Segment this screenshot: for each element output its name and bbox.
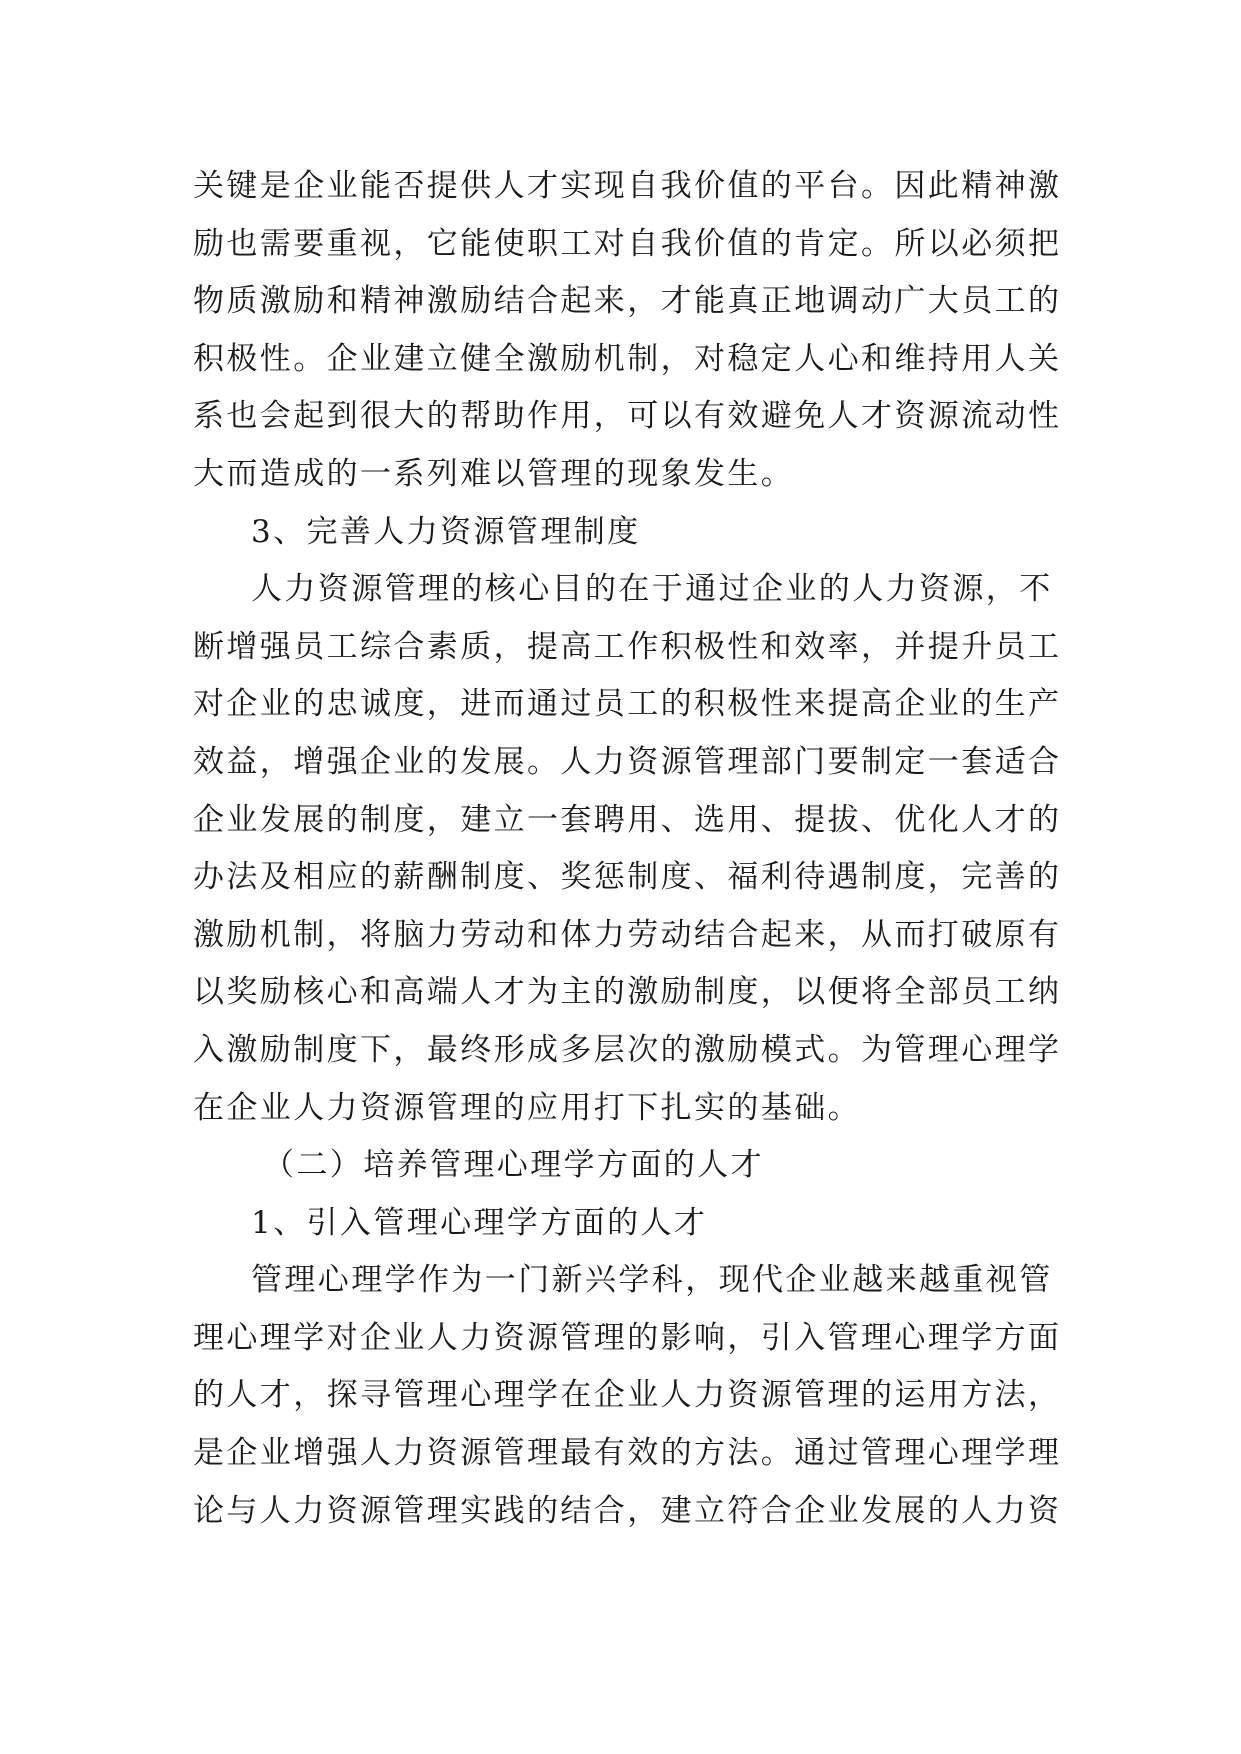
- body-text: [193, 158, 1062, 1540]
- text-line: 断增强员工综合素质，提高工作积极性和效率，并提升员工: [193, 628, 1062, 665]
- paragraph-start-line: 管理心理学作为一门新兴学科，现代企业越来越重视管: [251, 1262, 1053, 1299]
- text-line: 论与人力资源管理实践的结合，建立符合企业发展的人力资: [193, 1492, 1062, 1529]
- text-line: 在企业人力资源管理的应用打下扎实的基础。: [193, 1089, 861, 1126]
- text-line: 的人才，探寻管理心理学在企业人力资源管理的运用方法，: [193, 1377, 1062, 1414]
- subsection-heading: 1、引入管理心理学方面的人才: [251, 1204, 708, 1241]
- text-line: 效益，增强企业的发展。人力资源管理部门要制定一套适合: [193, 743, 1062, 780]
- text-line: 物质激励和精神激励结合起来，才能真正地调动广大员工的: [193, 283, 1062, 320]
- text-line: 对企业的忠诚度，进而通过员工的积极性来提高企业的生产: [193, 686, 1062, 723]
- paragraph-start-line: 人力资源管理的核心目的在于通过企业的人力资源，不: [251, 571, 1053, 608]
- text-line: 系也会起到很大的帮助作用，可以有效避免人才资源流动性: [193, 398, 1062, 435]
- section-heading: 3、完善人力资源管理制度: [251, 513, 641, 550]
- text-line: 积极性。企业建立健全激励机制，对稳定人心和维持用人关: [193, 340, 1062, 377]
- text-line: 励也需要重视，它能使职工对自我价值的肯定。所以必须把: [193, 225, 1062, 262]
- text-line: 办法及相应的薪酬制度、奖惩制度、福利待遇制度，完善的: [193, 859, 1062, 896]
- text-line: 大而造成的一系列难以管理的现象发生。: [193, 455, 795, 492]
- text-line: 理心理学对企业人力资源管理的影响，引入管理心理学方面: [193, 1319, 1062, 1356]
- text-line: 关键是企业能否提供人才实现自我价值的平台。因此精神激: [193, 168, 1062, 204]
- section-heading: （二）培养管理心理学方面的人才: [263, 1147, 764, 1184]
- text-line: 企业发展的制度，建立一套聘用、选用、提拔、优化人才的: [193, 801, 1062, 838]
- text-line: 激励机制，将脑力劳动和体力劳动结合起来，从而打破原有: [193, 916, 1062, 953]
- text-line: 以奖励核心和高端人才为主的激励制度，以便将全部员工纳: [193, 974, 1062, 1011]
- text-line: 入激励制度下，最终形成多层次的激励模式。为管理心理学: [193, 1031, 1062, 1068]
- text-line: 是企业增强人力资源管理最有效的方法。通过管理心理学理: [193, 1435, 1062, 1472]
